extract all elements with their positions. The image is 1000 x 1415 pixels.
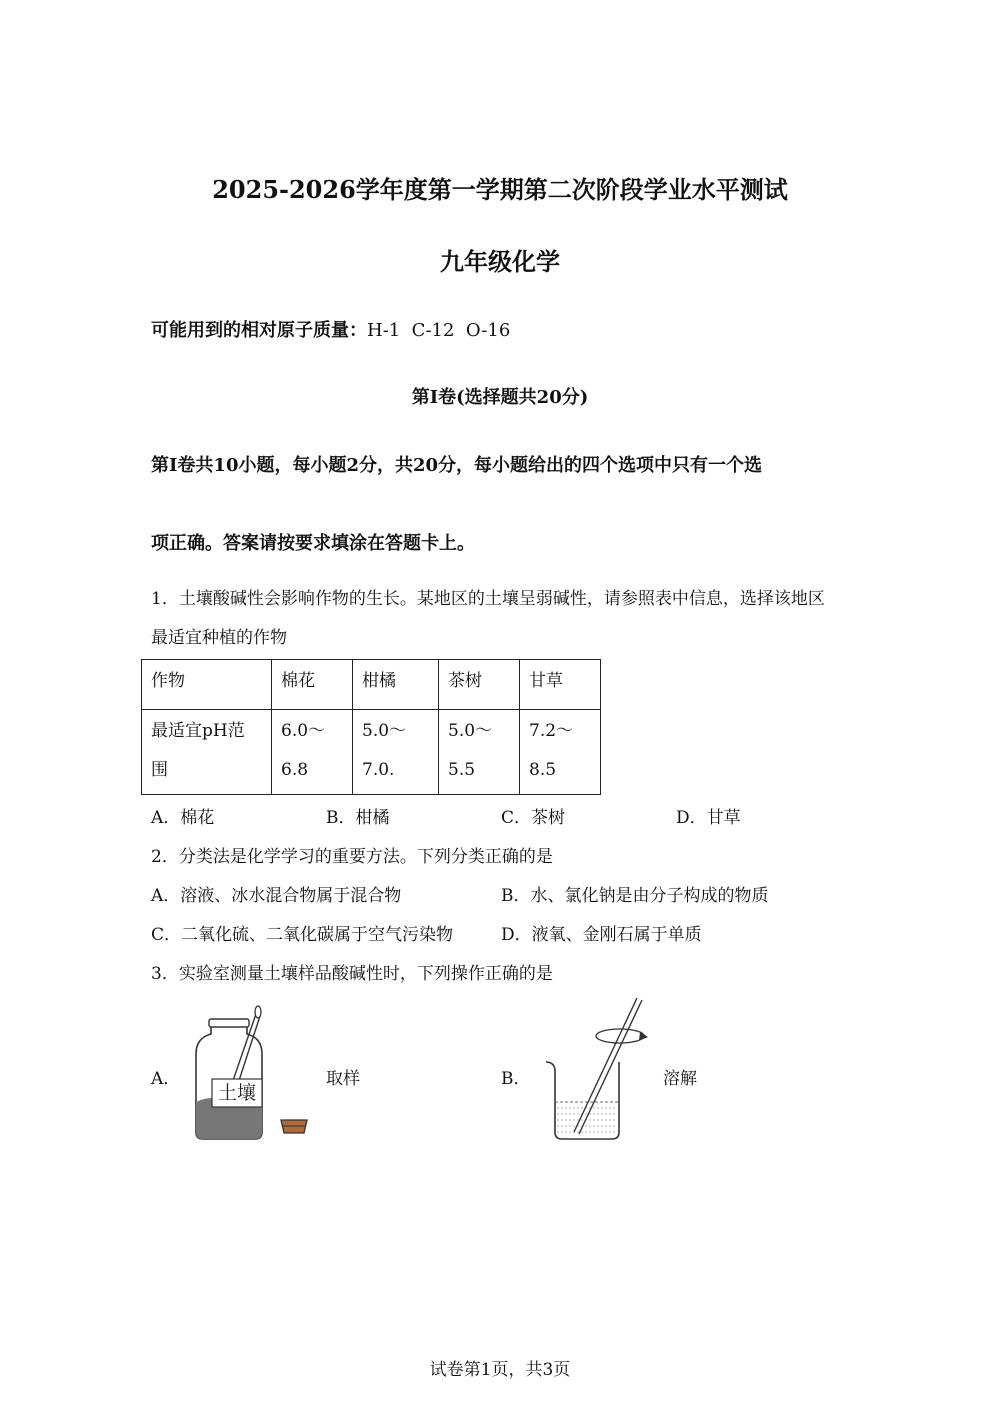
q2-option-b: B．水、氯化钠是由分子构成的物质 [501, 886, 769, 906]
q3-option-a-label: 取样 [326, 1069, 360, 1089]
beaker-stirring-illustration [540, 992, 650, 1144]
table-cell: 柑橘 [353, 660, 439, 710]
page-footer: 试卷第1页，共3页 [429, 1360, 571, 1380]
row-label-line1: 最适宜pH范 [151, 721, 245, 741]
q2-option-c: C．二氧化硫、二氧化碳属于空气污染物 [151, 925, 454, 945]
q1-stem-line1: 1．土壤酸碱性会影响作物的生长。某地区的土壤呈弱碱性，请参照表中信息，选择该地区 [151, 589, 825, 609]
range-bottom: 7.0. [362, 760, 395, 780]
atomic-mass-values: H-1 C-12 O-16 [367, 320, 511, 341]
q3-option-a-letter: A． [151, 1069, 181, 1089]
atomic-mass-line [151, 316, 510, 342]
range-top: 6.0～ [281, 721, 326, 741]
section-instruction-line2: 项正确。答案请按要求填涂在答题卡上。 [151, 533, 475, 554]
q1-option-a: A．棉花 [151, 808, 215, 828]
q2-stem: 2．分类法是化学学习的重要方法。下列分类正确的是 [151, 847, 553, 867]
table-cell: 作物 [142, 660, 272, 710]
table-cell: 茶树 [439, 660, 520, 710]
q1-stem-line2: 最适宜种植的作物 [151, 628, 287, 648]
q1-option-b: B．柑橘 [326, 808, 390, 828]
q2-option-d: D．液氧、金刚石属于单质 [501, 925, 702, 945]
table-header-row [142, 660, 601, 710]
exam-title: 2025-2026学年度第一学期第二次阶段学业水平测试 [212, 175, 788, 204]
table-cell [272, 710, 353, 795]
table-cell [142, 710, 272, 795]
range-bottom: 6.8 [281, 760, 309, 780]
range-top: 5.0～ [362, 721, 407, 741]
section-instruction-line1: 第Ⅰ卷共10小题，每小题2分，共20分，每小题给出的四个选项中只有一个选 [151, 455, 763, 476]
jar-label: 土壤 [217, 1082, 257, 1104]
table-cell [353, 710, 439, 795]
row-label-line2: 围 [151, 760, 168, 780]
table-cell [439, 710, 520, 795]
soil-jar-sampling-illustration [190, 1002, 325, 1144]
q1-option-c: C．茶树 [501, 808, 566, 828]
table-row [142, 710, 601, 795]
section-heading: 第Ⅰ卷(选择题共20分) [411, 387, 589, 408]
exam-subtitle: 九年级化学 [440, 247, 560, 276]
range-bottom: 5.5 [448, 760, 476, 780]
q2-option-a: A．溶液、冰水混合物属于混合物 [151, 886, 402, 906]
q3-stem: 3．实验室测量土壤样品酸碱性时，下列操作正确的是 [151, 964, 553, 984]
atomic-mass-label: 可能用到的相对原子质量： [151, 320, 367, 341]
table-cell: 棉花 [272, 660, 353, 710]
crop-ph-table [141, 659, 601, 795]
range-top: 7.2～ [529, 721, 574, 741]
q3-option-b-letter: B． [501, 1069, 531, 1089]
table-cell: 甘草 [520, 660, 601, 710]
q3-option-b-label: 溶解 [663, 1069, 697, 1089]
range-bottom: 8.5 [529, 760, 557, 780]
table-cell [520, 710, 601, 795]
q1-option-d: D．甘草 [676, 808, 741, 828]
range-top: 5.0～ [448, 721, 493, 741]
